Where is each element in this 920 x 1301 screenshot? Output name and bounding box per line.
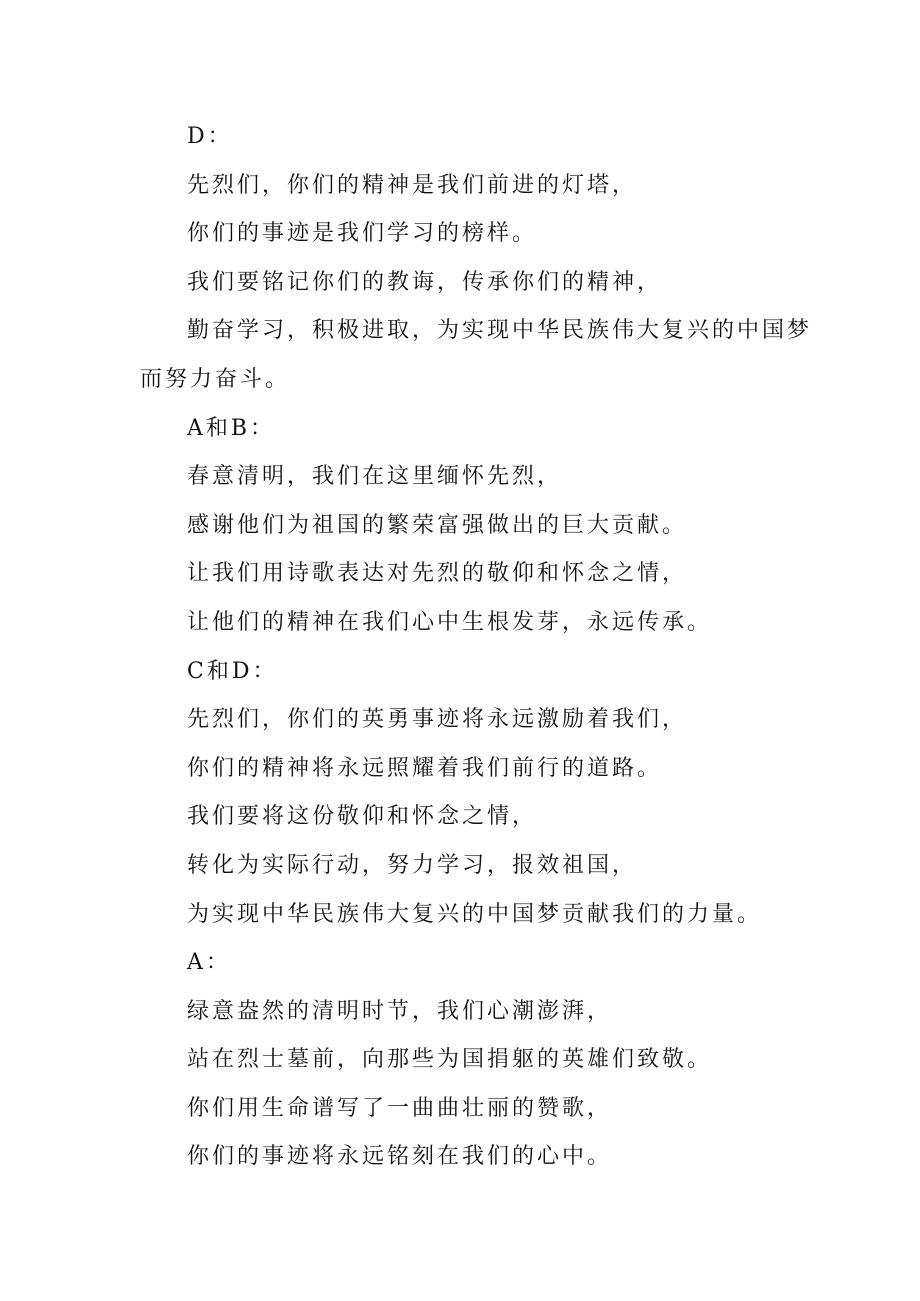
text-line: 先烈们，你们的精神是我们前进的灯塔， [187, 172, 638, 198]
text-line: 你们用生命谱写了一曲曲壮丽的赞歌， [187, 1095, 613, 1121]
text-line: D： [187, 124, 233, 149]
text-line: A和B： [187, 415, 276, 441]
text-line: 感谢他们为祖国的繁荣富强做出的巨大贡献。 [187, 512, 688, 538]
document-body [140, 113, 813, 1182]
text-line: 你们的事迹是我们学习的榜样。 [187, 221, 538, 247]
text-line: 你们的精神将永远照耀着我们前行的道路。 [187, 755, 663, 781]
text-line: A： [187, 950, 231, 976]
text-line: C和D： [187, 658, 278, 684]
text-line: 而努力奋斗。 [140, 366, 291, 392]
text-line: 先烈们，你们的英勇事迹将永远激励着我们， [187, 707, 688, 733]
text-line: 为实现中华民族伟大复兴的中国梦贡献我们的力量。 [187, 901, 763, 927]
text-line: 春意清明，我们在这里缅怀先烈， [187, 464, 563, 490]
text-line: 绿意盎然的清明时节，我们心潮澎湃， [187, 998, 613, 1024]
text-line: 转化为实际行动，努力学习，报效祖国， [187, 852, 638, 878]
text-line: 你们的事迹将永远铭刻在我们的心中。 [187, 1144, 613, 1170]
text-line: 让我们用诗歌表达对先烈的敬仰和怀念之情， [187, 561, 688, 587]
text-line: 我们要铭记你们的教诲，传承你们的精神， [187, 269, 663, 295]
text-line: 让他们的精神在我们心中生根发芽，永远传承。 [187, 609, 713, 635]
text-line: 站在烈士墓前，向那些为国捐躯的英雄们致敬。 [187, 1047, 713, 1073]
text-line: 勤奋学习，积极进取，为实现中华民族伟大复兴的中国梦 [187, 318, 813, 344]
text-line: 我们要将这份敬仰和怀念之情， [187, 804, 538, 830]
